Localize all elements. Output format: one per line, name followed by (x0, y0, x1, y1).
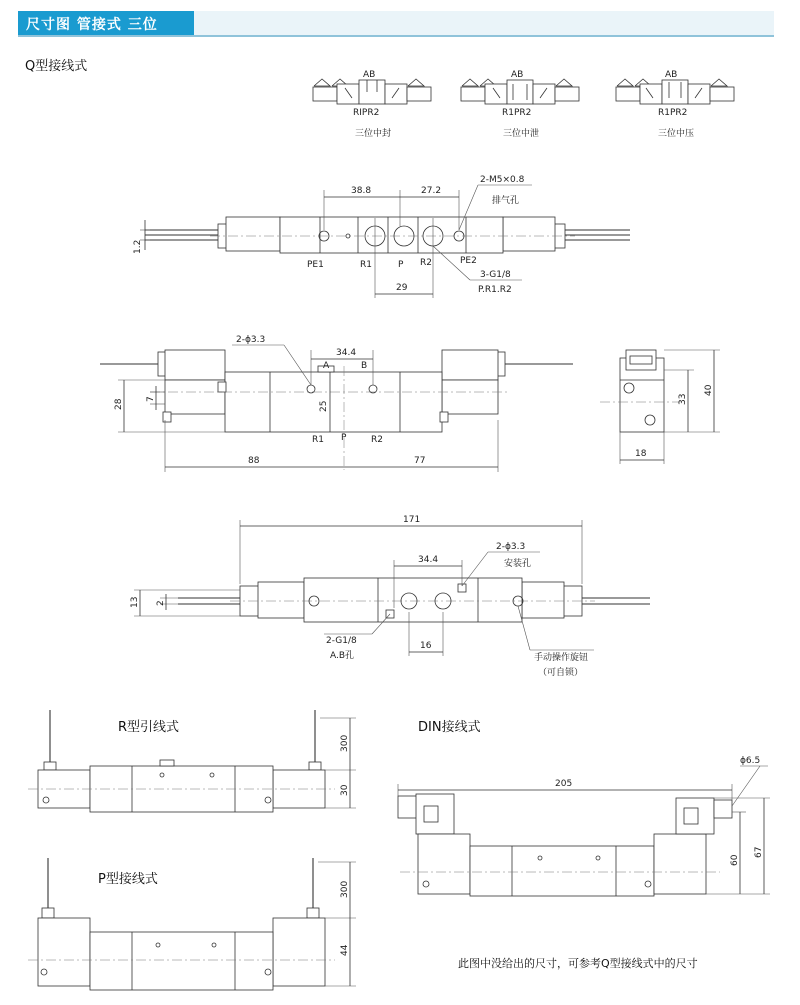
dim-40: 40 (704, 384, 714, 396)
dim-1-2: 1.2 (133, 239, 143, 254)
p-dim-300: 300 (340, 880, 350, 898)
label-a: A (323, 361, 330, 371)
footnote: 此图中没给出的尺寸，可参考Q型接线式中的尺寸 (458, 957, 698, 970)
port-sub-bottom: A.B孔 (330, 651, 355, 661)
p-type-title: P型接线式 (98, 872, 158, 887)
exhaust-sub: 排气孔 (492, 196, 520, 206)
hole-label-front: 2-ϕ3.3 (236, 335, 266, 345)
din-dim-67: 67 (754, 846, 764, 858)
dim-34-4-front: 34.4 (336, 348, 357, 358)
dim-38-8: 38.8 (351, 186, 372, 196)
symbol-1-ab: AB (363, 70, 376, 80)
label-r2-top: R2 (420, 258, 432, 268)
din-type-title: DIN接线式 (418, 720, 481, 735)
port-label-bottom: 2-G1/8 (326, 636, 357, 646)
din-dim-phi: ϕ6.5 (740, 756, 761, 766)
r-dim-300: 300 (340, 734, 350, 752)
dim-27-2: 27.2 (421, 186, 442, 196)
symbol-1-ports: RIPR2 (353, 108, 380, 118)
din-type-view (398, 756, 770, 896)
dim-34-4-bottom: 34.4 (418, 555, 439, 565)
top-view (133, 175, 630, 298)
bottom-view (130, 515, 650, 678)
hole-label-bottom: 2-ϕ3.3 (496, 542, 526, 552)
p-type-view (28, 858, 356, 990)
symbol-3-caption: 三位中压 (658, 129, 695, 139)
valve-symbol-1 (313, 70, 431, 139)
label-r1-front: R1 (312, 435, 324, 445)
din-dim-205: 205 (555, 779, 573, 789)
hole-sub-bottom: 安装孔 (504, 559, 532, 569)
label-p-top: P (398, 260, 404, 270)
dim-29: 29 (396, 283, 408, 293)
symbol-1-caption: 三位中封 (355, 129, 392, 139)
manual-label: 手动操作旋钮 (534, 653, 589, 663)
label-r1-top: R1 (360, 260, 372, 270)
label-b: B (361, 361, 368, 371)
din-dim-60: 60 (730, 854, 740, 866)
symbol-2-caption: 三位中泄 (503, 129, 540, 139)
dim-171: 171 (403, 515, 421, 525)
symbol-3-ab: AB (665, 70, 678, 80)
symbol-2-ab: AB (511, 70, 524, 80)
valve-symbol-3 (616, 70, 734, 139)
q-type-title: Q型接线式 (25, 59, 88, 74)
p-dim-44: 44 (340, 944, 350, 956)
page-title: 尺寸图 管接式 三位 (26, 17, 158, 33)
port-label-top: 3-G1/8 (480, 270, 511, 280)
side-view (600, 350, 720, 464)
label-p-front: P (341, 433, 347, 443)
dim-18: 18 (635, 449, 647, 459)
dim-2: 2 (156, 600, 166, 606)
front-view (100, 335, 573, 472)
label-pe1: PE1 (307, 260, 324, 270)
dim-88: 88 (248, 456, 260, 466)
dim-7: 7 (146, 396, 156, 402)
symbol-2-ports: R1PR2 (502, 108, 532, 118)
dim-13: 13 (130, 596, 140, 608)
port-sub-top: P.R1.R2 (478, 285, 512, 295)
manual-sub: （可自锁） (538, 668, 584, 678)
r-type-title: R型引线式 (118, 720, 180, 735)
label-r2-front: R2 (371, 435, 383, 445)
dim-16: 16 (420, 641, 432, 651)
dim-28: 28 (114, 398, 124, 410)
label-pe2: PE2 (460, 256, 477, 266)
symbol-3-ports: R1PR2 (658, 108, 688, 118)
valve-symbol-2 (461, 70, 579, 139)
dim-25: 25 (319, 400, 329, 412)
exhaust-label: 2-M5×0.8 (480, 175, 525, 185)
dim-33: 33 (678, 393, 688, 405)
dim-77: 77 (414, 456, 426, 466)
r-dim-30: 30 (340, 784, 350, 796)
r-type-view (28, 710, 356, 812)
